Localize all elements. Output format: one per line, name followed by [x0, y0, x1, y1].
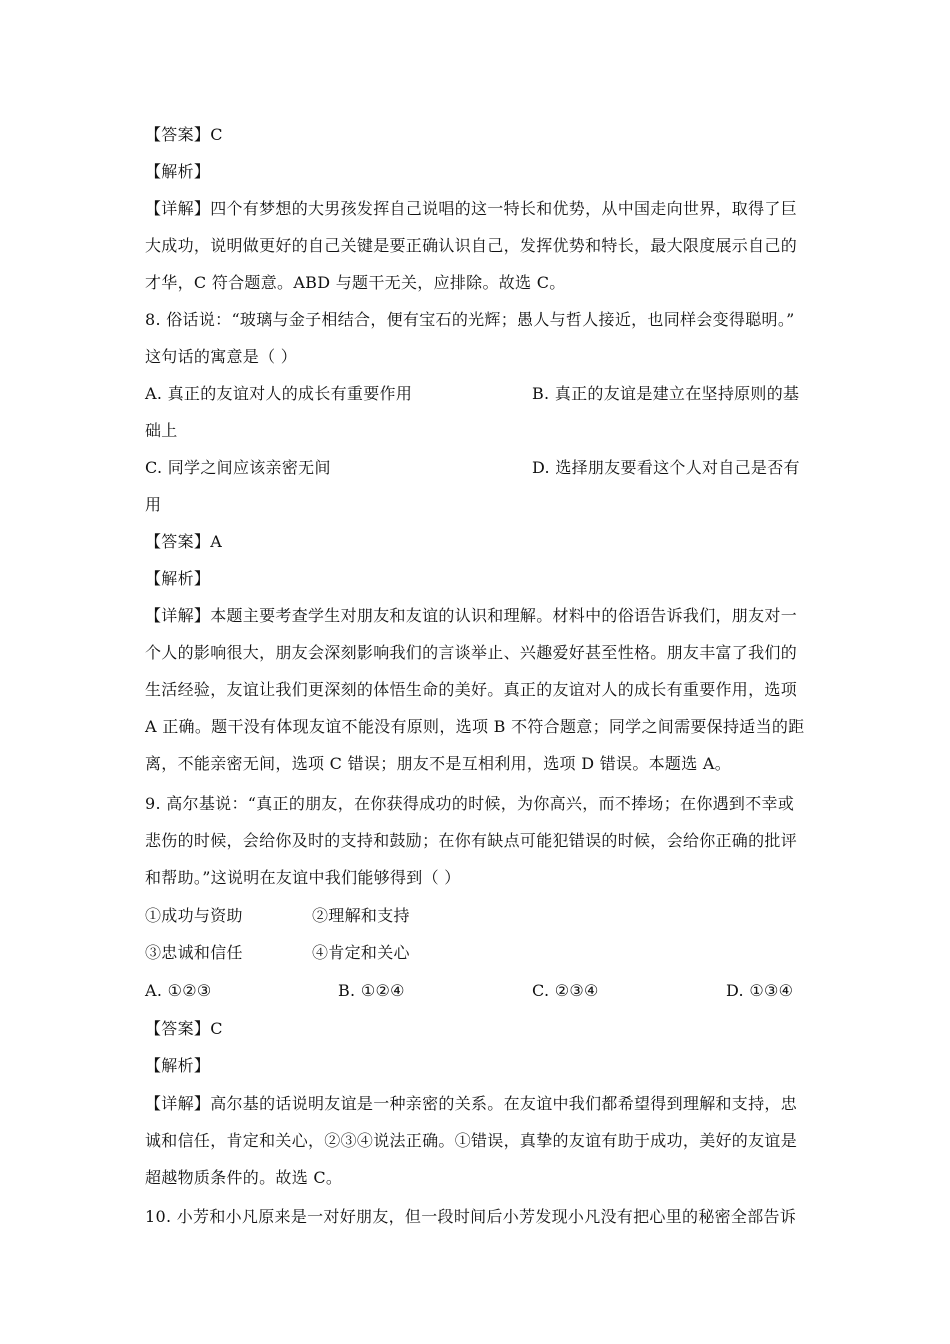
q9-stem-line-2: 悲伤的时候，会给你及时的支持和鼓励；在你有缺点可能犯错误的时候，会给你正确的批评	[145, 831, 798, 850]
q8-detail-line-4: A 正确。题干没有体现友谊不能没有原则，选项 B 不符合题意；同学之间需要保持适当的距	[145, 717, 805, 736]
q8-option-a: A. 真正的友谊对人的成长有重要作用	[145, 384, 413, 403]
q8-option-b-continued: 础上	[145, 421, 178, 440]
q8-option-c: C. 同学之间应该亲密无间	[145, 458, 331, 477]
q9-answer: 【答案】C	[145, 1019, 223, 1038]
q9-stem-line-1: 9. 高尔基说：“真正的朋友，在你获得成功的时候，为你高兴，而不捧场；在你遇到不幸或	[145, 794, 795, 813]
q9-option-c: C. ②③④	[532, 981, 599, 1000]
q10-stem-line-1: 10. 小芳和小凡原来是一对好朋友，但一段时间后小芳发现小凡没有把心里的秘密全部告诉	[145, 1207, 797, 1226]
q9-item-3: ③忠诚和信任	[145, 943, 243, 962]
q9-detail-line-1: 【详解】高尔基的话说明友谊是一种亲密的关系。在友谊中我们都希望得到理解和支持，忠	[145, 1094, 798, 1113]
q9-detail-line-3: 超越物质条件的。故选 C。	[145, 1168, 343, 1187]
q8-detail-line-2: 个人的影响很大，朋友会深刻影响我们的言谈举止、兴趣爱好甚至性格。朋友丰富了我们的	[145, 643, 798, 662]
q7-answer: 【答案】C	[145, 125, 223, 144]
q7-analysis-heading: 【解析】	[145, 162, 211, 181]
q9-option-a: A. ①②③	[145, 981, 212, 1000]
q9-item-1: ①成功与资助	[145, 906, 243, 925]
q8-stem-line-2: 这句话的寓意是（ ）	[145, 347, 298, 366]
q8-option-d: D. 选择朋友要看这个人对自己是否有	[532, 458, 800, 477]
q8-detail-line-5: 离，不能亲密无间，选项 C 错误；朋友不是互相利用，选项 D 错误。本题选 A。	[145, 754, 732, 773]
q9-item-2: ②理解和支持	[312, 906, 410, 925]
q8-option-b: B. 真正的友谊是建立在坚持原则的基	[532, 384, 800, 403]
q8-stem-line-1: 8. 俗话说：“玻璃与金子相结合，便有宝石的光辉；愚人与哲人接近，也同样会变得聪明。”	[145, 310, 795, 329]
q7-detail-line-1: 【详解】四个有梦想的大男孩发挥自己说唱的这一特长和优势，从中国走向世界，取得了巨	[145, 199, 798, 218]
q9-option-b: B. ①②④	[338, 981, 405, 1000]
q8-option-d-continued: 用	[145, 495, 162, 514]
q7-detail-line-2: 大成功，说明做更好的自己关键是要正确认识自己，发挥优势和特长，最大限度展示自己的	[145, 236, 798, 255]
q8-answer: 【答案】A	[145, 532, 223, 551]
q7-detail-line-3: 才华，C 符合题意。ABD 与题干无关，应排除。故选 C。	[145, 273, 566, 292]
q9-analysis-heading: 【解析】	[145, 1056, 211, 1075]
q9-option-d: D. ①③④	[726, 981, 794, 1000]
q8-analysis-heading: 【解析】	[145, 569, 211, 588]
q8-detail-line-3: 生活经验，友谊让我们更深刻的体悟生命的美好。真正的友谊对人的成长有重要作用，选项	[145, 680, 798, 699]
q9-item-4: ④肯定和关心	[312, 943, 410, 962]
q8-detail-line-1: 【详解】本题主要考查学生对朋友和友谊的认识和理解。材料中的俗语告诉我们，朋友对一	[145, 606, 798, 625]
q9-stem-line-3: 和帮助。”这说明在友谊中我们能够得到（ ）	[145, 868, 461, 887]
q9-detail-line-2: 诚和信任，肯定和关心，②③④说法正确。①错误，真挚的友谊有助于成功，美好的友谊是	[145, 1131, 798, 1150]
